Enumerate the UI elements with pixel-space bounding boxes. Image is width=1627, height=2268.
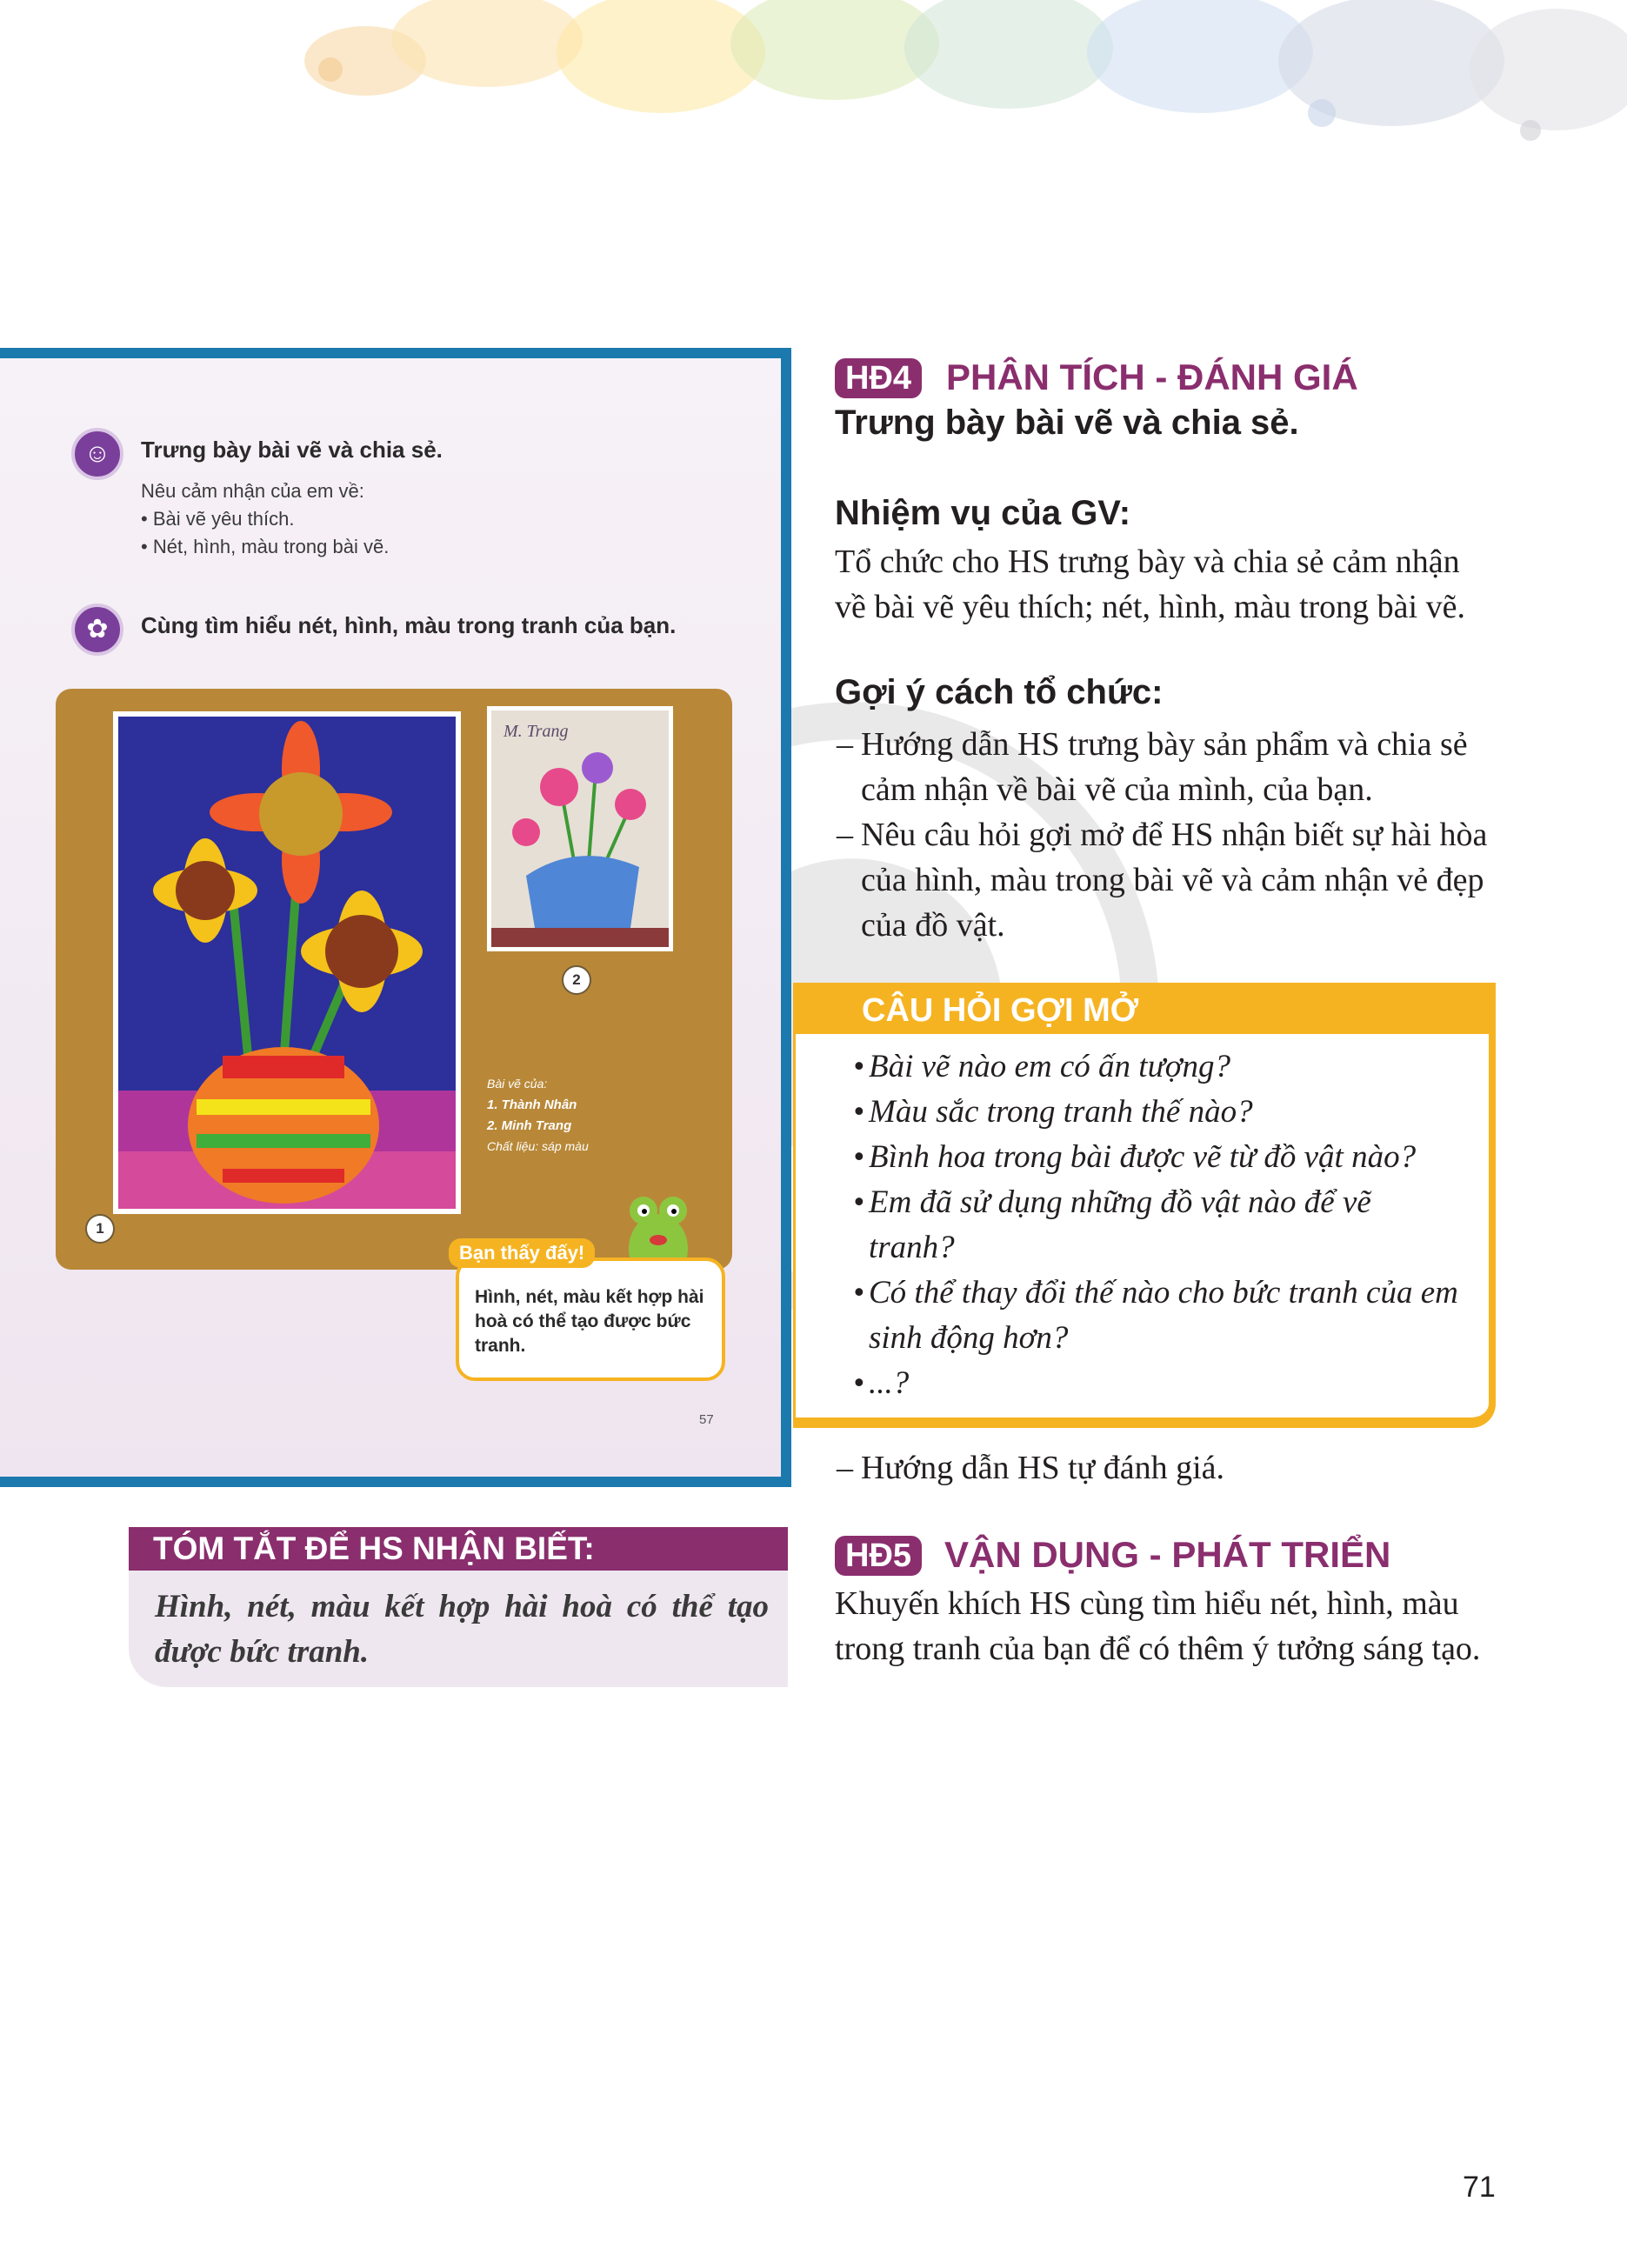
question-5-text: Có thể thay đổi thế nào cho bức tranh của em sinh động hơn? <box>869 1275 1458 1356</box>
question-6-text: ...? <box>869 1365 910 1401</box>
task-heading: Nhiệm vụ của GV: <box>835 494 1131 532</box>
page-number: 71 <box>1463 2171 1496 2204</box>
hd4-title: PHÂN TÍCH - ĐÁNH GIÁ <box>946 357 1358 397</box>
guide-heading: Gợi ý cách tổ chức: <box>835 673 1164 711</box>
hd4-subtitle: Trưng bày bài vẽ và chia sẻ. <box>835 404 1299 442</box>
question-1-text: Bài vẽ nào em có ấn tượng? <box>869 1049 1230 1084</box>
bullet-marker: • <box>853 1049 864 1084</box>
guide-item-2-text: Nêu câu hỏi gợi mở để HS nhận biết sự hài hòa của hình, màu trong bài vẽ và cảm nhận vẻ đẹp của đồ vật. <box>861 817 1488 944</box>
summary-text: Hình, nét, màu kết hợp hài hoà có thể tạo được bức tranh. <box>129 1571 788 1687</box>
tip-tag: Bạn thấy đấy! <box>449 1238 595 1268</box>
question-3-text: Bình hoa trong bài được vẽ từ đồ vật nào? <box>869 1139 1417 1175</box>
bullet-marker: • <box>853 1139 864 1175</box>
credit-artist-2: 2. Minh Trang <box>487 1118 572 1133</box>
question-5 <box>853 1271 1469 1361</box>
credit-material: Chất liệu: sáp màu <box>487 1139 589 1153</box>
hd4-badge: HĐ4 <box>835 358 922 398</box>
flower-vase-painting <box>487 706 673 951</box>
question-2-text: Màu sắc trong tranh thế nào? <box>869 1094 1253 1130</box>
textbook-page-thumbnail <box>0 348 791 1487</box>
credit-heading: Bài vẽ của: <box>487 1077 548 1091</box>
task1-title: Trưng bày bài vẽ và chia sẻ. <box>141 437 443 463</box>
dash-marker: – <box>837 1450 853 1486</box>
question-1 <box>853 1044 1469 1090</box>
sunflower-painting <box>113 711 461 1214</box>
artwork-board <box>56 689 732 1270</box>
book-page-number: 57 <box>699 1412 714 1427</box>
question-6 <box>853 1361 1469 1406</box>
hd5-title: VẬN DỤNG - PHÁT TRIỂN <box>944 1534 1391 1575</box>
task-text: Tổ chức cho HS trưng bày và chia sẻ cảm nhận về bài vẽ yêu thích; nét, hình, màu trong bài vẽ. <box>835 544 1465 625</box>
bullet-marker: • <box>853 1365 864 1401</box>
hd5-text: Khuyến khích HS cùng tìm hiểu nét, hình, màu trong tranh của bạn để có thêm ý tưởng sáng tạo. <box>835 1585 1481 1667</box>
question-3 <box>853 1135 1469 1180</box>
question-4 <box>853 1180 1390 1271</box>
credit-artist-1: 1. Thành Nhân <box>487 1097 577 1112</box>
task1-bullet-2: • Nét, hình, màu trong bài vẽ. <box>141 536 390 557</box>
guide-item-1-text: Hướng dẫn HS trưng bày sản phẩm và chia sẻ cảm nhận về bài vẽ của mình, của bạn. <box>861 726 1468 808</box>
dash-marker: – <box>837 726 853 763</box>
tip-text: Hình, nét, màu kết hợp hài hoà có thể tạo được bức tranh. <box>475 1287 704 1356</box>
dash-marker: – <box>837 817 853 853</box>
summary-heading: TÓM TẮT ĐỂ HS NHẬN BIẾT: <box>129 1527 788 1571</box>
question-2 <box>853 1090 1469 1135</box>
smile-face-icon: ☺ <box>71 428 123 480</box>
flower-icon: ✿ <box>71 604 123 656</box>
bullet-marker: • <box>853 1184 864 1220</box>
question-4-text: Em đã sử dụng những đồ vật nào để vẽ tranh? <box>869 1184 1371 1265</box>
painting-signature: M. Trang <box>503 722 569 741</box>
questions-box <box>793 983 1496 1428</box>
task1-bullet-1: • Bài vẽ yêu thích. <box>141 508 295 530</box>
self-assess-item <box>837 1445 1504 1491</box>
task2-title: Cùng tìm hiểu nét, hình, màu trong tranh của bạn. <box>141 612 677 638</box>
guide-item-1 <box>837 722 1504 812</box>
task1-intro: Nêu cảm nhận của em về: <box>141 480 364 502</box>
paint-splash-header <box>0 0 1627 174</box>
artwork-number-1: 1 <box>85 1214 115 1244</box>
self-assess-text: Hướng dẫn HS tự đánh giá. <box>861 1450 1225 1486</box>
guide-item-2 <box>837 812 1504 948</box>
tip-callout <box>456 1242 725 1381</box>
hd5-badge: HĐ5 <box>835 1536 922 1576</box>
artwork-number-2: 2 <box>562 965 591 995</box>
bullet-marker: • <box>853 1275 864 1311</box>
questions-heading: CÂU HỎI GỢI MỞ <box>796 985 1489 1034</box>
bullet-marker: • <box>853 1094 864 1130</box>
